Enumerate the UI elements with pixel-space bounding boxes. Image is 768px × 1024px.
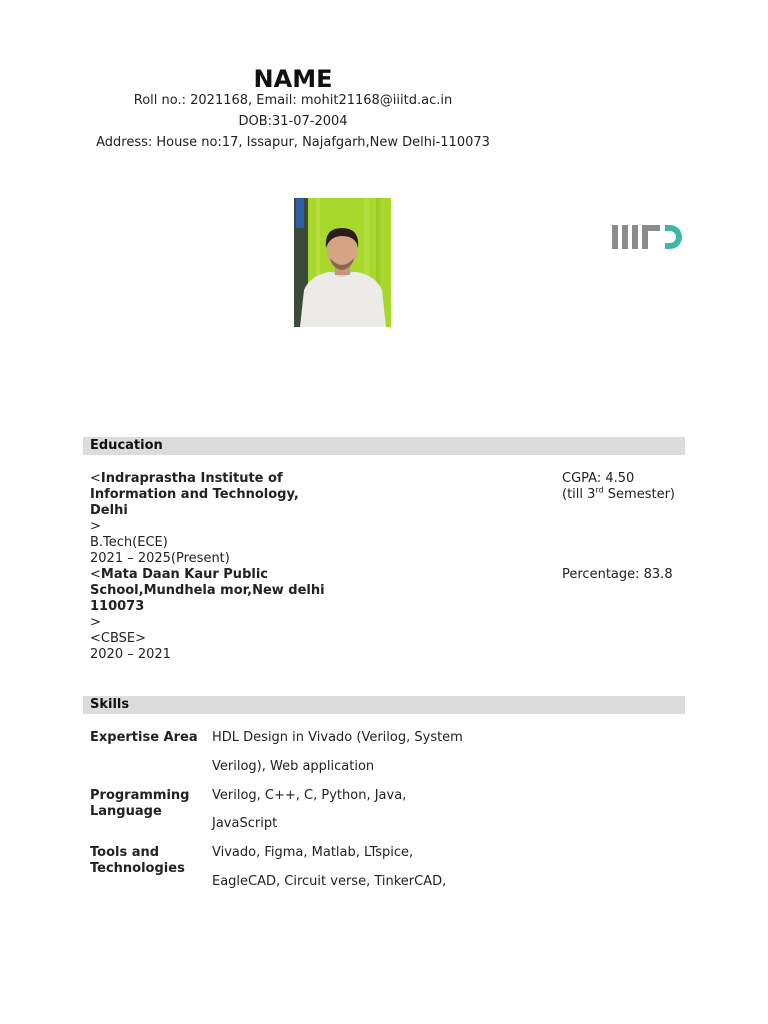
degree: <CBSE> — [90, 631, 147, 646]
iiitd-logo — [612, 222, 684, 252]
bracket-open: < — [90, 471, 101, 486]
cgpa: CGPA: 4.50 — [562, 471, 635, 486]
skill-label: Programming Language — [90, 788, 190, 819]
period: 2020 – 2021 — [90, 647, 171, 662]
address-line: Address: House no:17, Issapur, Najafgarh,New Delhi-110073 — [96, 135, 490, 150]
institution-name: Indraprastha Institute of — [100, 471, 283, 486]
skill-value: Verilog, C++, C, Python, Java, JavaScript — [212, 788, 407, 831]
education-section-bar — [83, 437, 685, 455]
skill-value: Vivado, Figma, Matlab, LTspice, EagleCAD, Circuit verse, TinkerCAD, — [212, 845, 447, 889]
institution-name: Information and Technology, — [90, 487, 299, 502]
skill-label: Tools and Technologies — [90, 845, 185, 876]
bracket-open: < — [90, 567, 101, 582]
skill-label: Expertise Area — [90, 730, 198, 745]
institution-name: Delhi — [90, 503, 128, 518]
skills-section-bar — [83, 696, 685, 714]
profile-photo — [294, 198, 391, 327]
education-entry — [90, 567, 390, 663]
education-score — [562, 567, 692, 583]
contact-line: Roll no.: 2021168, Email: mohit21168@iiitd.ac.in — [133, 93, 453, 108]
dob-line: DOB:31-07-2004 — [238, 114, 348, 129]
institution-name: Mata Daan Kaur Public — [100, 567, 268, 582]
percentage: Percentage: 83.8 — [562, 567, 673, 582]
education-entry — [90, 471, 390, 567]
institution-name: School,Mundhela mor,New delhi — [90, 583, 325, 598]
candidate-name: NAME — [253, 65, 333, 93]
semester-note: (till 3rd Semester) — [562, 485, 675, 502]
skill-value: HDL Design in Vivado (Verilog, System Verilog), Web application — [212, 730, 463, 774]
education-heading: Education — [90, 438, 163, 453]
bracket-close: > — [90, 615, 101, 630]
skills-heading: Skills — [90, 697, 130, 712]
degree: B.Tech(ECE) — [90, 535, 168, 550]
education-score — [562, 471, 692, 503]
bracket-close: > — [90, 519, 101, 534]
institution-name: 110073 — [90, 599, 145, 614]
period: 2021 – 2025(Present) — [90, 551, 230, 566]
